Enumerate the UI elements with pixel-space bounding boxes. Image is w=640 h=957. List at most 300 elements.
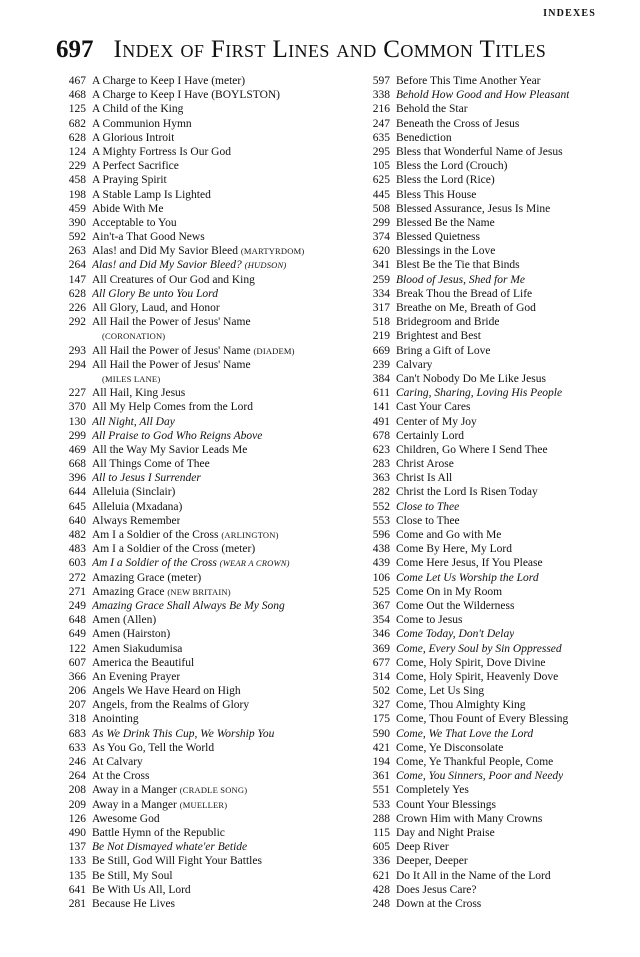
- hymn-title-text: As We Drink This Cup, We Worship You: [92, 727, 275, 740]
- index-entry: [362, 627, 622, 641]
- hymn-number: 384: [372, 372, 390, 385]
- hymn-title-text: Deep River: [396, 841, 449, 854]
- hymn-number: 271: [68, 585, 86, 598]
- hymn-number: 363: [372, 472, 390, 485]
- hymn-title: [396, 528, 501, 542]
- hymn-title-text: Count Your Blessings: [396, 798, 497, 811]
- hymn-number: 396: [68, 472, 86, 485]
- hymn-title-text: Down at the Cross: [396, 897, 482, 910]
- index-entry: [58, 88, 348, 102]
- hymn-title: [92, 88, 280, 102]
- index-entry: [58, 542, 348, 556]
- hymn-number: 374: [372, 231, 390, 244]
- hymn-title-text: Come Today, Don't Delay: [396, 628, 515, 641]
- tune-name: (CRADLE SONG): [179, 785, 248, 796]
- hymn-number: 620: [372, 245, 390, 258]
- hymn-title: [92, 131, 174, 145]
- hymn-number: 122: [68, 642, 86, 655]
- hymn-number: 133: [68, 855, 86, 868]
- index-entry: [58, 273, 348, 287]
- hymn-title: [396, 230, 480, 244]
- index-entry: [58, 188, 348, 202]
- hymn-title-text: All Hail the Power of Jesus' Name: [92, 358, 251, 371]
- hymn-title: [396, 783, 469, 797]
- hymn-title-text: Christ Is All: [396, 472, 453, 485]
- hymn-title: [92, 258, 286, 272]
- hymn-title: [396, 826, 495, 840]
- hymn-title: [92, 102, 183, 116]
- hymn-title: [396, 556, 543, 570]
- hymn-number: 628: [68, 287, 86, 300]
- hymn-number: 239: [372, 358, 390, 371]
- index-entry: [362, 670, 622, 684]
- hymn-number: 264: [68, 770, 86, 783]
- hymn-number: 668: [68, 458, 86, 471]
- hymn-title-text: Break Thou the Bread of Life: [396, 287, 533, 300]
- index-entry: [362, 642, 622, 656]
- hymn-number: 263: [68, 245, 86, 258]
- hymn-title: [396, 287, 532, 301]
- hymn-title-text: A Praying Spirit: [92, 174, 167, 187]
- hymn-number: 366: [68, 670, 86, 683]
- index-entry: [362, 798, 622, 812]
- hymn-number: 259: [372, 273, 390, 286]
- hymn-number: 683: [68, 727, 86, 740]
- hymn-number: 264: [68, 259, 86, 272]
- hymn-title: [92, 897, 175, 911]
- hymn-title-text: Crown Him with Many Crowns: [396, 812, 543, 825]
- hymn-title-text: Come, We That Love the Lord: [396, 727, 534, 740]
- hymn-number: 334: [372, 287, 390, 300]
- hymn-title: [92, 571, 201, 585]
- hymn-title: [92, 287, 218, 301]
- hymn-title-text: Come Here Jesus, If You Please: [396, 557, 543, 570]
- index-entry: [58, 556, 348, 570]
- hymn-number: 288: [372, 812, 390, 825]
- index-entry: [58, 812, 348, 826]
- hymn-number: 206: [68, 685, 86, 698]
- hymn-number: 226: [68, 302, 86, 314]
- index-entry: [362, 528, 622, 542]
- hymn-title: [92, 656, 194, 670]
- hymn-title: [396, 273, 525, 287]
- index-entry: [58, 826, 348, 840]
- hymn-title-text: Day and Night Praise: [396, 826, 495, 839]
- hymn-title: [396, 202, 550, 216]
- hymn-title-text: All My Help Comes from the Lord: [92, 401, 253, 414]
- hymn-number: 459: [68, 202, 86, 215]
- hymn-number: 338: [372, 89, 390, 102]
- hymn-number: 175: [372, 713, 390, 726]
- index-entry: [58, 159, 348, 173]
- hymn-title: [396, 542, 512, 556]
- index-entry: [58, 840, 348, 854]
- hymn-number: 247: [372, 117, 390, 130]
- hymn-number: 611: [373, 387, 390, 400]
- page-title: Index of First Lines and Common Titles: [113, 36, 547, 63]
- hymn-title-text: Bless that Wonderful Name of Jesus: [396, 145, 563, 158]
- index-entry: [58, 783, 348, 797]
- hymn-title-text: Away in a Manger: [92, 798, 177, 811]
- hymn-title-text: Cast Your Cares: [396, 401, 471, 414]
- hymn-number: 628: [68, 131, 86, 144]
- hymn-title: [396, 670, 558, 684]
- index-entry: [58, 301, 348, 315]
- index-entry: [58, 670, 348, 684]
- index-entry: [362, 117, 622, 131]
- hymn-title-text: Am I a Soldier of the Cross (meter): [92, 543, 256, 556]
- index-entry: [58, 500, 348, 514]
- hymn-title-text: A Child of the King: [92, 103, 184, 116]
- index-entry: [362, 145, 622, 159]
- index-entry: [58, 400, 348, 414]
- index-entry: [362, 329, 622, 343]
- index-entry: [362, 826, 622, 840]
- hymn-title-text: A Communion Hymn: [92, 117, 192, 130]
- index-entry: [362, 599, 622, 613]
- hymn-title: [396, 712, 568, 726]
- hymn-title: [92, 244, 304, 258]
- hymn-title: [396, 88, 569, 102]
- index-entry: [58, 883, 348, 897]
- hymn-title: [396, 443, 548, 457]
- index-entry: [58, 415, 348, 429]
- index-entry: [362, 372, 622, 386]
- index-entry: [58, 287, 348, 301]
- hymn-title-text: Come Out the Wilderness: [396, 599, 515, 612]
- hymn-title-text: Bless This House: [396, 188, 477, 201]
- hymn-title-text: Do It All in the Name of the Lord: [396, 869, 551, 882]
- hymn-number: 361: [372, 770, 390, 783]
- hymn-number: 208: [68, 784, 86, 797]
- hymn-number: 469: [68, 443, 86, 456]
- hymn-number: 438: [372, 543, 390, 556]
- index-entry: [362, 755, 622, 769]
- hymn-number: 369: [372, 642, 390, 655]
- hymn-title-text: Caring, Sharing, Loving His People: [396, 387, 563, 400]
- index-entry: [58, 372, 348, 386]
- index-entry: [362, 258, 622, 272]
- hymn-number: 467: [68, 75, 86, 87]
- index-entry: [58, 230, 348, 244]
- index-entry: [362, 769, 622, 783]
- hymn-title-text: A Charge to Keep I Have (BOYLSTON): [92, 89, 281, 102]
- hymn-title: [92, 840, 247, 854]
- index-entry: [58, 102, 348, 116]
- hymn-title-text: Bless the Lord (Rice): [396, 174, 495, 187]
- hymn-title-text: At the Cross: [92, 770, 150, 783]
- hymn-title-text: Awesome God: [92, 812, 160, 825]
- index-entry: [58, 315, 348, 329]
- hymn-number: 669: [372, 344, 390, 357]
- index-entry: [58, 244, 348, 258]
- index-entry: [362, 173, 622, 187]
- hymn-number: 283: [372, 458, 390, 471]
- hymn-title: [92, 216, 177, 230]
- hymn-title-text: Come to Jesus: [396, 614, 463, 627]
- hymn-title-text: Come, Holy Spirit, Dove Divine: [396, 656, 546, 669]
- index-entry: [362, 471, 622, 485]
- hymn-title-text: Blessings in the Love: [396, 245, 496, 258]
- index-entry: [58, 173, 348, 187]
- index-entry: [362, 344, 622, 358]
- hymn-number: 141: [372, 401, 390, 414]
- hymn-title-text: Bridegroom and Bride: [396, 316, 500, 329]
- hymn-title-text: Deeper, Deeper: [396, 855, 468, 868]
- hymn-title: [396, 741, 503, 755]
- hymn-title: [92, 301, 220, 315]
- hymn-number: 439: [372, 557, 390, 570]
- hymn-number: 272: [68, 571, 86, 584]
- index-entry: [362, 712, 622, 726]
- hymn-number: 625: [372, 174, 390, 187]
- hymn-title-text: All Creatures of Our God and King: [92, 273, 255, 286]
- hymn-title-text: Bless the Lord (Crouch): [396, 160, 508, 173]
- hymn-number: 592: [68, 231, 86, 244]
- hymn-number: 219: [372, 330, 390, 343]
- hymn-title-text: All Things Come of Thee: [92, 458, 210, 471]
- hymn-title-text: (CORONATION): [102, 331, 166, 342]
- hymn-title-text: Because He Lives: [92, 897, 176, 910]
- hymn-number: 198: [68, 188, 86, 201]
- index-entry: [362, 656, 622, 670]
- hymn-number: 458: [68, 174, 86, 187]
- hymn-title-text: As You Go, Tell the World: [92, 741, 215, 754]
- hymn-number: 645: [68, 500, 86, 513]
- index-entry: [362, 358, 622, 372]
- hymn-title: [396, 471, 452, 485]
- hymn-title: [396, 429, 464, 443]
- hymn-number: 106: [372, 571, 390, 584]
- hymn-title: [396, 216, 495, 230]
- hymn-number: 314: [372, 670, 390, 683]
- hymn-title: [396, 386, 562, 400]
- hymn-title-text: Be Not Dismayed whate'er Betide: [92, 841, 248, 854]
- index-entry: [362, 88, 622, 102]
- hymn-number: 623: [372, 443, 390, 456]
- hymn-title: [92, 443, 247, 457]
- hymn-title: [396, 329, 481, 343]
- hymn-title: [92, 485, 175, 499]
- hymn-number: 490: [68, 826, 86, 839]
- hymn-title-text: Come, You Sinners, Poor and Needy: [396, 770, 564, 783]
- hymn-number: 445: [372, 188, 390, 201]
- hymn-title: [92, 712, 139, 726]
- tune-name: (NEW BRITAIN): [167, 586, 231, 597]
- hymn-title-text: Amen (Hairston): [92, 628, 171, 641]
- section-label: INDEXES: [543, 8, 596, 19]
- hymn-title-text: A Glorious Introit: [92, 131, 175, 144]
- hymn-title: [92, 74, 245, 88]
- hymn-title-text: An Evening Prayer: [92, 670, 181, 683]
- hymn-number: 370: [68, 401, 86, 414]
- hymn-number: 346: [372, 628, 390, 641]
- hymn-title: [396, 656, 546, 670]
- hymn-title-text: Come, Thou Fount of Every Blessing: [396, 713, 569, 726]
- index-column-left: [58, 74, 348, 911]
- hymn-title: [92, 883, 191, 897]
- hymn-title-text: Can't Nobody Do Me Like Jesus: [396, 372, 546, 385]
- hymn-title-text: All Night, All Day: [92, 415, 175, 428]
- index-entry: [362, 783, 622, 797]
- index-entry: [58, 642, 348, 656]
- hymn-number: 483: [68, 543, 86, 556]
- hymn-title-text: Completely Yes: [396, 784, 469, 797]
- index-entry: [58, 599, 348, 613]
- index-entry: [58, 798, 348, 812]
- index-entry: [58, 74, 348, 88]
- index-entry: [362, 386, 622, 400]
- hymn-title-text: (MILES LANE): [102, 373, 161, 384]
- hymn-title: [92, 542, 255, 556]
- index-entry: [58, 145, 348, 159]
- hymn-number: 126: [68, 812, 86, 825]
- hymn-title-text: Brightest and Best: [396, 330, 481, 343]
- hymn-title: [396, 315, 499, 329]
- hymn-title-text: Am I a Soldier of the Cross: [92, 557, 217, 570]
- hymn-title: [92, 528, 279, 542]
- tune-name: (ARLINGTON): [221, 530, 279, 540]
- index-entry: [362, 415, 622, 429]
- hymn-title-text: Am I a Soldier of the Cross: [92, 529, 219, 541]
- hymn-title-text: A Perfect Sacrifice: [92, 160, 179, 173]
- index-entry: [58, 712, 348, 726]
- hymn-title: [92, 783, 247, 797]
- hymn-number: 299: [68, 429, 86, 442]
- hymn-number: 294: [68, 358, 86, 371]
- hymn-number: 553: [372, 514, 390, 527]
- hymn-number: 194: [372, 756, 390, 768]
- hymn-title-text: Alas! and Did My Savior Bleed: [92, 245, 238, 258]
- hymn-title: [396, 258, 520, 272]
- index-entry: [362, 585, 622, 599]
- index-entry: [58, 727, 348, 741]
- hymn-title: [396, 485, 538, 499]
- hymn-title: [396, 372, 546, 386]
- index-entry: [58, 585, 348, 599]
- index-entry: [58, 571, 348, 585]
- hymn-title: [92, 315, 251, 329]
- hymn-title-text: Come, Every Soul by Sin Oppressed: [396, 642, 562, 655]
- hymn-title-text: All Glory, Laud, and Honor: [92, 302, 220, 314]
- hymn-title-text: Come and Go with Me: [396, 529, 502, 541]
- hymn-title: [396, 642, 562, 656]
- hymn-number: 590: [372, 727, 390, 740]
- hymn-number: 147: [68, 273, 86, 286]
- index-entry: [362, 443, 622, 457]
- hymn-number: 552: [372, 500, 390, 513]
- hymn-title-text: Anointing: [92, 713, 139, 726]
- hymn-title: [92, 429, 262, 443]
- hymn-number: 607: [68, 656, 86, 669]
- page-number: 697: [56, 36, 94, 63]
- hymn-number: 649: [68, 628, 86, 641]
- index-entry: [58, 117, 348, 131]
- hymn-title: [92, 741, 214, 755]
- index-entry: [362, 230, 622, 244]
- hymn-title: [92, 642, 182, 656]
- hymn-title: [92, 755, 143, 769]
- index-entry: [58, 202, 348, 216]
- hymn-title: [396, 883, 476, 897]
- index-entry: [362, 883, 622, 897]
- hymn-title-text: Close to Thee: [396, 500, 460, 513]
- hymn-title-text: Behold How Good and How Pleasant: [396, 89, 570, 102]
- index-entry: [58, 485, 348, 499]
- index-entry: [362, 500, 622, 514]
- hymn-title-text: All to Jesus I Surrender: [92, 472, 201, 485]
- hymn-number: 229: [68, 160, 86, 173]
- hymn-title: [396, 869, 551, 883]
- index-entry: [362, 131, 622, 145]
- hymn-title-text: Christ the Lord Is Risen Today: [396, 486, 538, 499]
- hymn-title-text: Amazing Grace Shall Always Be My Song: [92, 599, 285, 612]
- hymn-title: [92, 556, 290, 570]
- hymn-title-text: Bring a Gift of Love: [396, 344, 491, 357]
- hymn-title: [92, 358, 251, 372]
- index-entry: [362, 741, 622, 755]
- index-entry: [58, 698, 348, 712]
- hymn-title: [92, 869, 173, 883]
- hymn-title: [92, 599, 285, 613]
- hymn-number: 135: [68, 869, 86, 882]
- index-entry: [58, 258, 348, 272]
- hymn-title-text: All Hail the Power of Jesus' Name: [92, 344, 251, 357]
- hymn-title-text: All Hail, King Jesus: [92, 387, 186, 400]
- hymn-number: 248: [372, 897, 390, 910]
- hymn-title-text: Alleluia (Sinclair): [92, 486, 176, 499]
- hymn-title-text: All Hail the Power of Jesus' Name: [92, 316, 251, 329]
- hymn-title-text: Center of My Joy: [396, 415, 477, 428]
- hymn-number: 246: [68, 756, 86, 768]
- index-entry: [58, 386, 348, 400]
- hymn-title: [396, 301, 536, 315]
- hymn-title: [396, 74, 541, 88]
- index-entry: [362, 400, 622, 414]
- hymn-title: [92, 727, 274, 741]
- hymn-title-text: All Glory Be unto You Lord: [92, 287, 218, 300]
- tune-name: (MUELLER): [179, 799, 228, 810]
- index-entry: [58, 869, 348, 883]
- hymn-number: 115: [373, 826, 390, 839]
- hymn-title-text: Come By Here, My Lord: [396, 543, 512, 556]
- index-entry: [362, 684, 622, 698]
- index-entry: [362, 273, 622, 287]
- hymn-title-text: Amen (Allen): [92, 614, 157, 627]
- hymn-title-text: Benediction: [396, 131, 452, 144]
- hymn-title: [396, 755, 553, 769]
- hymn-number: 207: [68, 699, 86, 712]
- index-entry: [58, 443, 348, 457]
- index-entry: [362, 429, 622, 443]
- hymn-title-text: Come On in My Room: [396, 585, 503, 598]
- hymn-title: [396, 769, 563, 783]
- hymn-number: 491: [372, 415, 390, 428]
- index-entry: [362, 613, 622, 627]
- hymn-title: [92, 415, 175, 429]
- hymn-title-text: Blest Be the Tie that Binds: [396, 259, 520, 272]
- index-entry: [58, 769, 348, 783]
- hymn-title: [396, 131, 452, 145]
- hymn-title: [92, 386, 185, 400]
- hymn-title: [92, 202, 164, 216]
- hymn-title: [396, 514, 460, 528]
- index-entry: [362, 812, 622, 826]
- index-entry: [58, 429, 348, 443]
- hymn-number: 295: [372, 145, 390, 158]
- index-entry: [362, 571, 622, 585]
- hymn-number: 508: [372, 202, 390, 215]
